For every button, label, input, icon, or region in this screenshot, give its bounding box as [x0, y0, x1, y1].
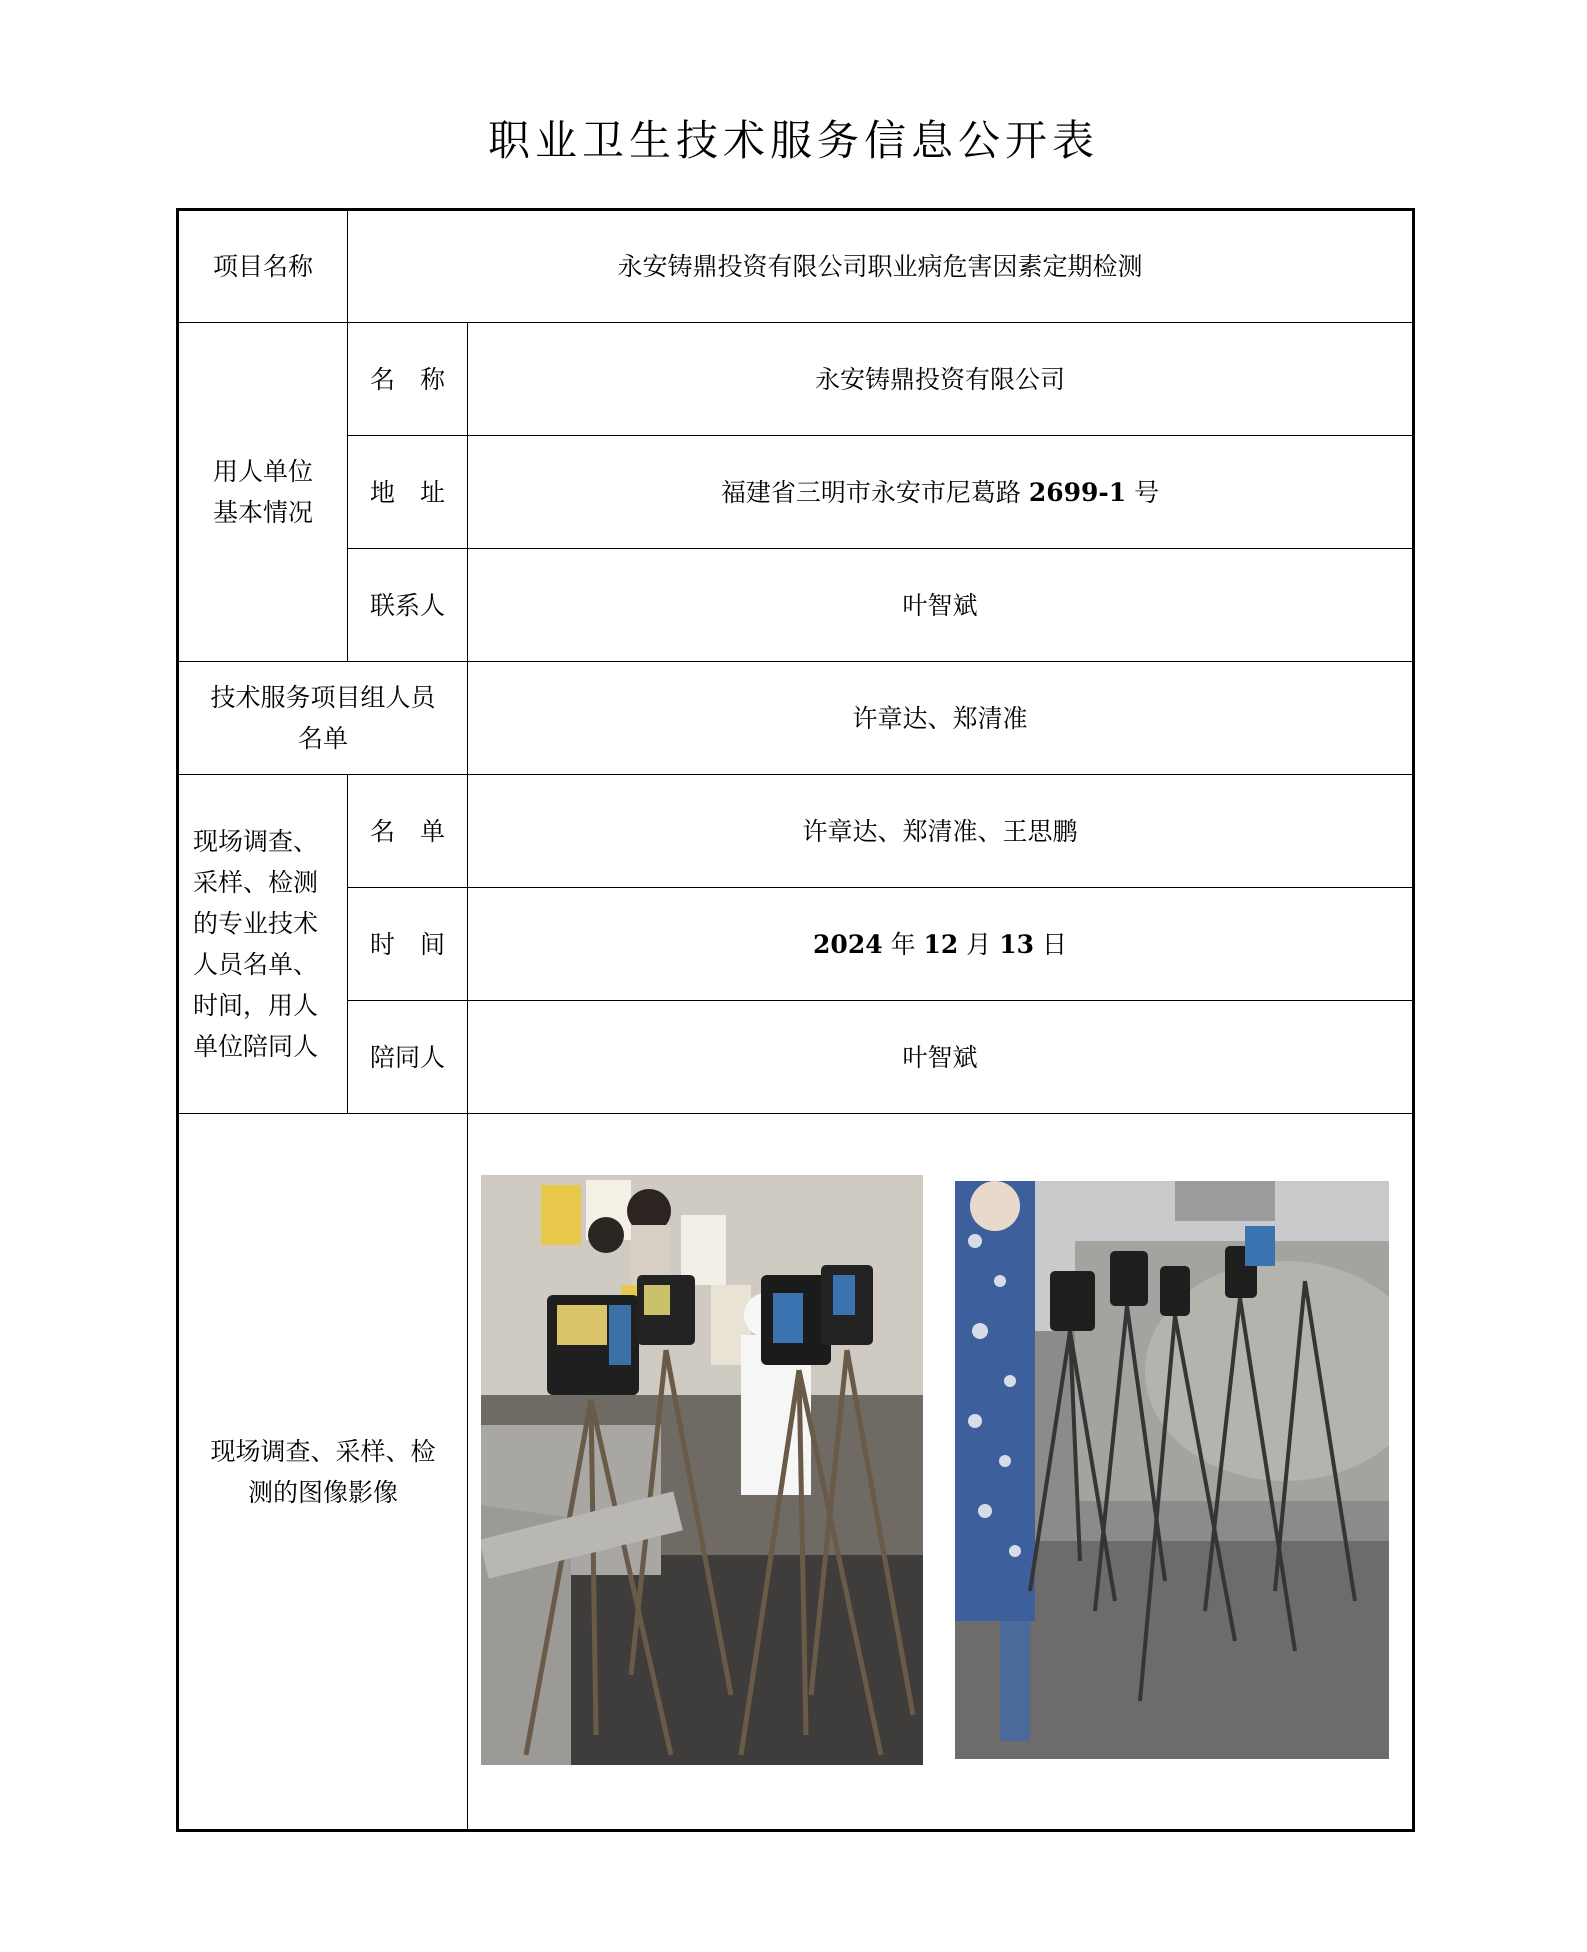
- employer-address-value: [468, 436, 1414, 549]
- site-photo-1-image: [481, 1175, 923, 1765]
- row-employer-contact: [178, 549, 1414, 662]
- row-team: [178, 662, 1414, 775]
- site-photo-1: [481, 1175, 923, 1765]
- onsite-escort-label: 陪同人: [348, 1001, 468, 1114]
- onsite-time-label: 时 间: [348, 888, 468, 1001]
- employer-name-value: 永安铸鼎投资有限公司: [468, 323, 1414, 436]
- onsite-label-line: 采样、检测: [193, 868, 319, 897]
- row-onsite-escort: [178, 1001, 1414, 1114]
- row-employer-address: [178, 436, 1414, 549]
- images-label-line1: 现场调查、采样、检: [210, 1436, 436, 1466]
- employer-address-label: 地 址: [348, 436, 468, 549]
- address-number: 2699-1: [1028, 477, 1127, 507]
- address-suffix: 号: [1126, 477, 1160, 507]
- time-month: 12: [923, 929, 959, 959]
- photos-container: [468, 1114, 1412, 1829]
- onsite-staff-label: 名 单: [348, 775, 468, 888]
- row-onsite-time: [178, 888, 1414, 1001]
- onsite-label-line: 单位陪同人: [193, 1032, 319, 1061]
- info-table: [176, 208, 1415, 1832]
- time-day-unit: 日: [1034, 929, 1067, 959]
- project-name-label: 项目名称: [178, 210, 348, 323]
- team-label-line1: 技术服务项目组人员: [210, 683, 436, 712]
- onsite-label: [178, 775, 348, 1114]
- employer-contact-value: 叶智斌: [468, 549, 1414, 662]
- employer-label-line2: 基本情况: [212, 498, 313, 527]
- project-name-value: 永安铸鼎投资有限公司职业病危害因素定期检测: [348, 210, 1414, 323]
- employer-name-label: 名 称: [348, 323, 468, 436]
- page-title: 职业卫生技术服务信息公开表: [487, 116, 1099, 165]
- row-images: [178, 1114, 1414, 1831]
- site-photo-2-image: [955, 1181, 1389, 1759]
- onsite-time-value: [468, 888, 1414, 1001]
- images-label: [178, 1114, 468, 1831]
- onsite-staff-value: 许章达、郑清准、王思鹏: [468, 775, 1414, 888]
- employer-label-line1: 用人单位: [212, 457, 313, 486]
- images-label-line2: 测的图像影像: [247, 1477, 398, 1507]
- images-cell: [468, 1114, 1414, 1831]
- time-day: 13: [999, 929, 1035, 959]
- employer-contact-label: 联系人: [348, 549, 468, 662]
- onsite-escort-value: 叶智斌: [468, 1001, 1414, 1114]
- time-year: 2024: [813, 929, 883, 959]
- team-label: [178, 662, 468, 775]
- onsite-label-line: 的专业技术: [193, 909, 319, 938]
- onsite-label-line: 现场调查、: [193, 827, 319, 856]
- employer-label: [178, 323, 348, 662]
- onsite-label-line: 时间，用人: [193, 991, 319, 1020]
- onsite-label-line: 人员名单、: [193, 950, 319, 979]
- address-prefix: 福建省三明市永安市尼葛路: [720, 477, 1029, 507]
- team-label-line2: 名单: [297, 724, 348, 753]
- row-project-name: [178, 210, 1414, 323]
- time-year-unit: 年: [882, 929, 924, 959]
- time-month-unit: 月: [958, 929, 1000, 959]
- team-value: 许章达、郑清准: [468, 662, 1414, 775]
- row-onsite-staff: [178, 775, 1414, 888]
- row-employer-name: [178, 323, 1414, 436]
- site-photo-2: [955, 1181, 1389, 1759]
